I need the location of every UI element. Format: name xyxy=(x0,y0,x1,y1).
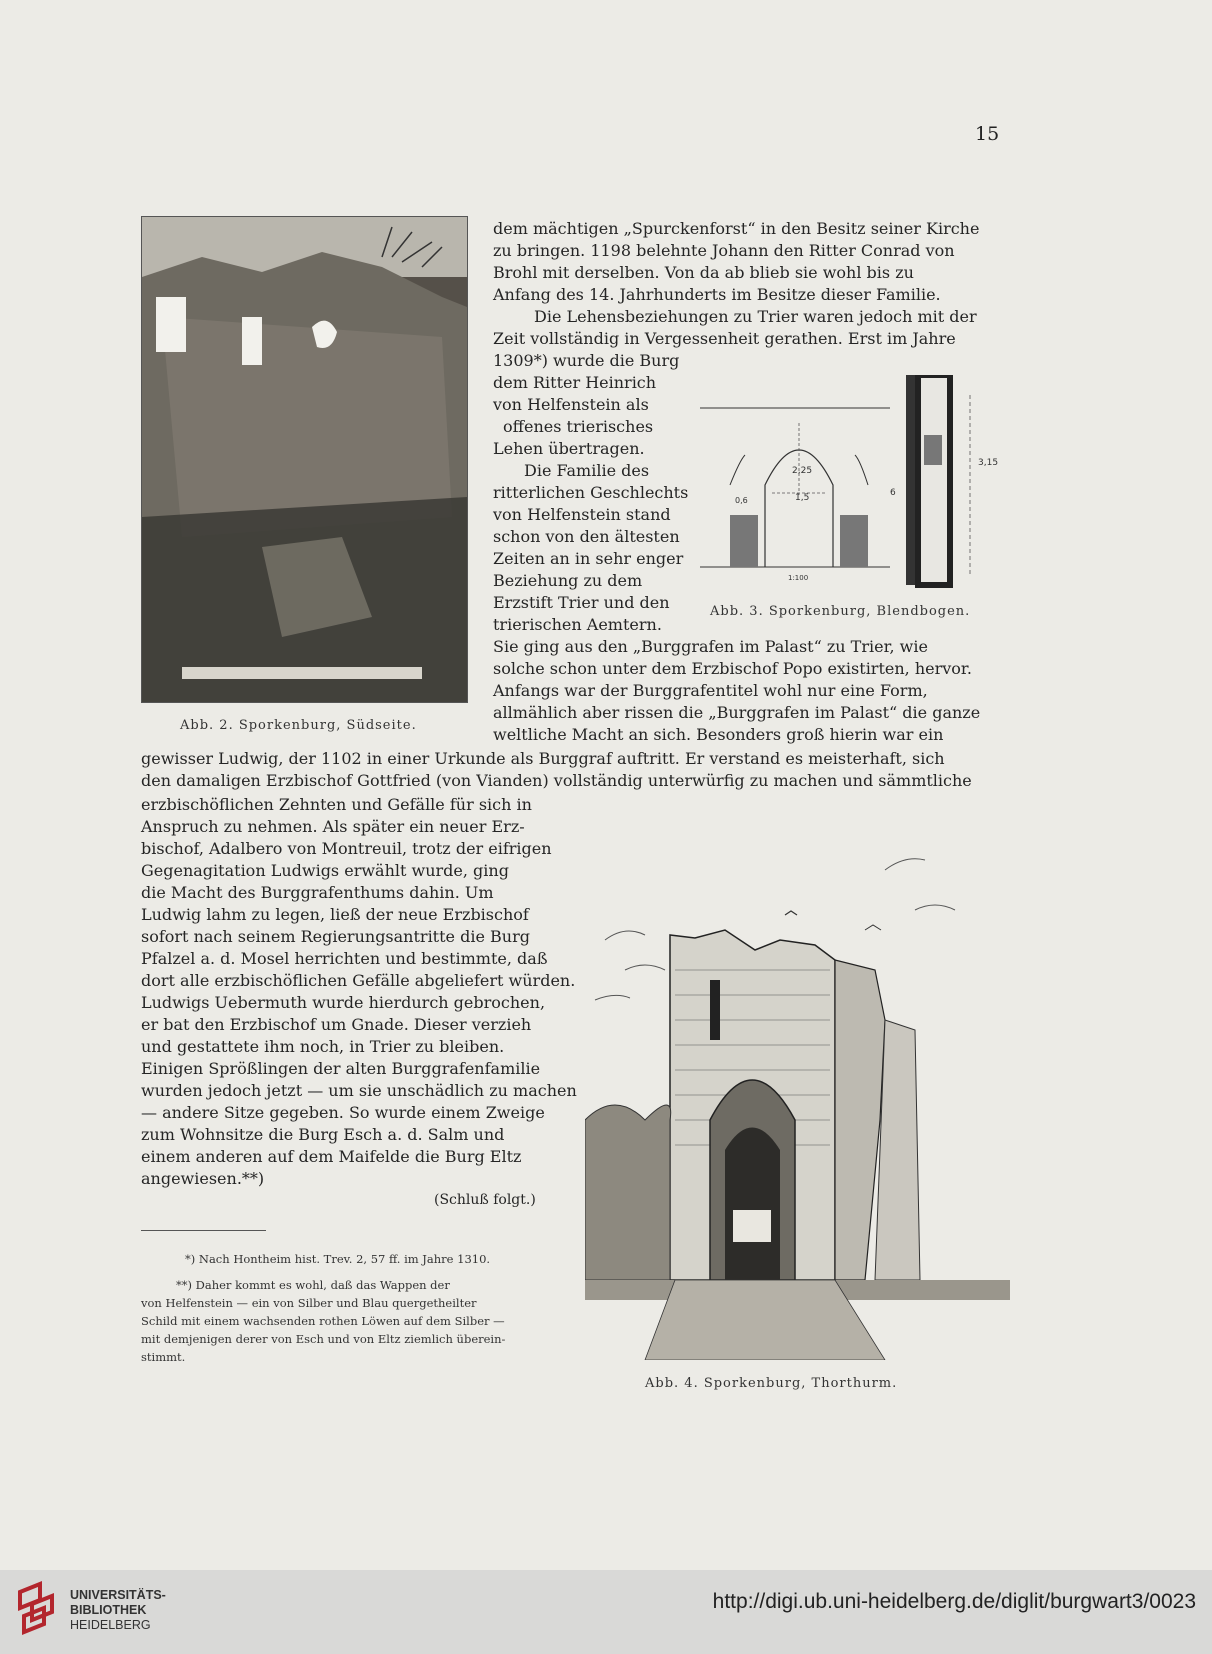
text-line: Die Lehensbeziehungen zu Trier waren jedoch mit der xyxy=(534,307,977,326)
text-line: Pfalzel a. d. Mosel herrichten und bestimmte, daß xyxy=(141,949,548,968)
logo-line: UNIVERSITÄTS- xyxy=(70,1588,166,1602)
text-line: erzbischöflichen Zehnten und Gefälle für sich in xyxy=(141,795,532,814)
dim-label: 6 xyxy=(890,488,896,498)
library-logo-icon xyxy=(14,1580,62,1636)
blind-arch-drawing xyxy=(700,375,1000,595)
to-be-continued: (Schluß folgt.) xyxy=(434,1192,536,1208)
logo-line: BIBLIOTHEK xyxy=(70,1603,147,1617)
text-line: bischof, Adalbero von Montreuil, trotz der eifrigen xyxy=(141,839,552,858)
text-line: solche schon unter dem Erzbischof Popo existirten, hervor. xyxy=(493,659,972,678)
text-line: und gestattete ihm noch, in Trier zu bleiben. xyxy=(141,1037,505,1056)
text-line: die Macht des Burggrafenthums dahin. Um xyxy=(141,883,494,902)
caption-fig3: Abb. 3. Sporkenburg, Blendbogen. xyxy=(710,604,971,619)
text-line: Anfang des 14. Jahrhunderts im Besitze dieser Familie. xyxy=(493,285,941,304)
text-line: dort alle erzbischöflichen Gefälle abgeliefert würden. xyxy=(141,971,576,990)
text-line: allmählich aber rissen die „Burggrafen im Palast“ die ganze xyxy=(493,703,981,722)
logo-line: HEIDELBERG xyxy=(70,1618,151,1632)
ruin-photo-image xyxy=(142,217,467,702)
footnote: *) Nach Hontheim hist. Trev. 2, 57 ff. im Jahre 1310. xyxy=(185,1252,491,1266)
text-line: sofort nach seinem Regierungsantritte die Burg xyxy=(141,927,530,946)
footnote: Schild mit einem wachsenden rothen Löwen auf dem Silber — xyxy=(141,1314,505,1328)
text-line: weltliche Macht an sich. Besonders groß hierin war ein xyxy=(493,725,944,744)
text-line: er bat den Erzbischof um Gnade. Dieser verzieh xyxy=(141,1015,532,1034)
text-line: Lehen übertragen. xyxy=(493,439,645,458)
text-line: Ludwigs Uebermuth wurde hierdurch gebrochen, xyxy=(141,993,546,1012)
text-line: Anspruch zu nehmen. Als später ein neuer Erz- xyxy=(141,817,525,836)
text-line: einem anderen auf dem Maifelde die Burg Eltz xyxy=(141,1147,522,1166)
footnote-rule xyxy=(141,1230,266,1231)
dim-label: 2,25 xyxy=(792,466,813,476)
text-line: Gegenagitation Ludwigs erwählt wurde, ging xyxy=(141,861,509,880)
text-line: 1309*) wurde die Burg xyxy=(493,351,680,370)
scale-label: 1:100 xyxy=(788,574,809,582)
text-line: Beziehung zu dem xyxy=(493,571,643,590)
figure-photo-south-side xyxy=(141,216,468,703)
text-line: zum Wohnsitze die Burg Esch a. d. Salm und xyxy=(141,1125,505,1144)
text-line: — andere Sitze gegeben. So wurde einem Zweige xyxy=(141,1103,545,1122)
text-line: Anfangs war der Burggrafentitel wohl nur eine Form, xyxy=(493,681,928,700)
text-line: Brohl mit derselben. Von da ab blieb sie wohl bis zu xyxy=(493,263,914,282)
text-line: Die Familie des xyxy=(524,461,650,480)
text-line: offenes trierisches xyxy=(503,417,654,436)
footnote: von Helfenstein — ein von Silber und Blau quergetheilter xyxy=(141,1296,477,1310)
dim-label: 1,5 xyxy=(795,493,810,503)
dim-label: 3,15 xyxy=(978,458,999,468)
footnote: stimmt. xyxy=(141,1350,186,1364)
text-line: Einigen Sprößlingen der alten Burggrafenfamilie xyxy=(141,1059,541,1078)
text-line: gewisser Ludwig, der 1102 in einer Urkunde als Burggraf auftritt. Er verstand es meisterhaft, sich xyxy=(141,749,945,768)
text-line: dem Ritter Heinrich xyxy=(493,373,657,392)
page-number: 15 xyxy=(975,123,1000,145)
text-line: dem mächtigen „Spurckenforst“ in den Besitz seiner Kirche xyxy=(493,219,980,238)
text-line: schon von den ältesten xyxy=(493,527,680,546)
footnote: **) Daher kommt es wohl, daß das Wappen der xyxy=(176,1278,450,1292)
text-line: Erzstift Trier und den xyxy=(493,593,670,612)
figure-gate-tower-drawing xyxy=(585,820,1010,1360)
text-line: den damaligen Erzbischof Gottfried (von Vianden) vollständig unterwürfig zu machen und sämmtliche xyxy=(141,771,972,790)
source-url-link[interactable]: http://digi.ub.uni-heidelberg.de/diglit/burgwart3/0023 xyxy=(712,1590,1196,1613)
text-line: angewiesen.**) xyxy=(141,1169,265,1188)
text-line: trierischen Aemtern. xyxy=(493,615,662,634)
text-line: von Helfenstein als xyxy=(493,395,649,414)
caption-fig4: Abb. 4. Sporkenburg, Thorthurm. xyxy=(645,1376,898,1391)
gate-tower-drawing xyxy=(585,820,1010,1360)
text-line: Zeit vollständig in Vergessenheit gerathen. Erst im Jahre xyxy=(493,329,956,348)
text-line: Ludwig lahm zu legen, ließ der neue Erzbischof xyxy=(141,905,529,924)
text-line: wurden jedoch jetzt — um sie unschädlich zu machen xyxy=(141,1081,577,1100)
text-line: Zeiten an in sehr enger xyxy=(493,549,684,568)
text-line: ritterlichen Geschlechts xyxy=(493,483,689,502)
text-line: zu bringen. 1198 belehnte Johann den Ritter Conrad von xyxy=(493,241,955,260)
footnote: mit demjenigen derer von Esch und von Eltz ziemlich überein- xyxy=(141,1332,506,1346)
figure-blind-arch-drawing xyxy=(700,375,1000,595)
dim-label: 0,6 xyxy=(735,496,748,505)
caption-fig2: Abb. 2. Sporkenburg, Südseite. xyxy=(180,718,417,733)
text-line: von Helfenstein stand xyxy=(493,505,671,524)
text-line: Sie ging aus den „Burggrafen im Palast“ zu Trier, wie xyxy=(493,637,928,656)
